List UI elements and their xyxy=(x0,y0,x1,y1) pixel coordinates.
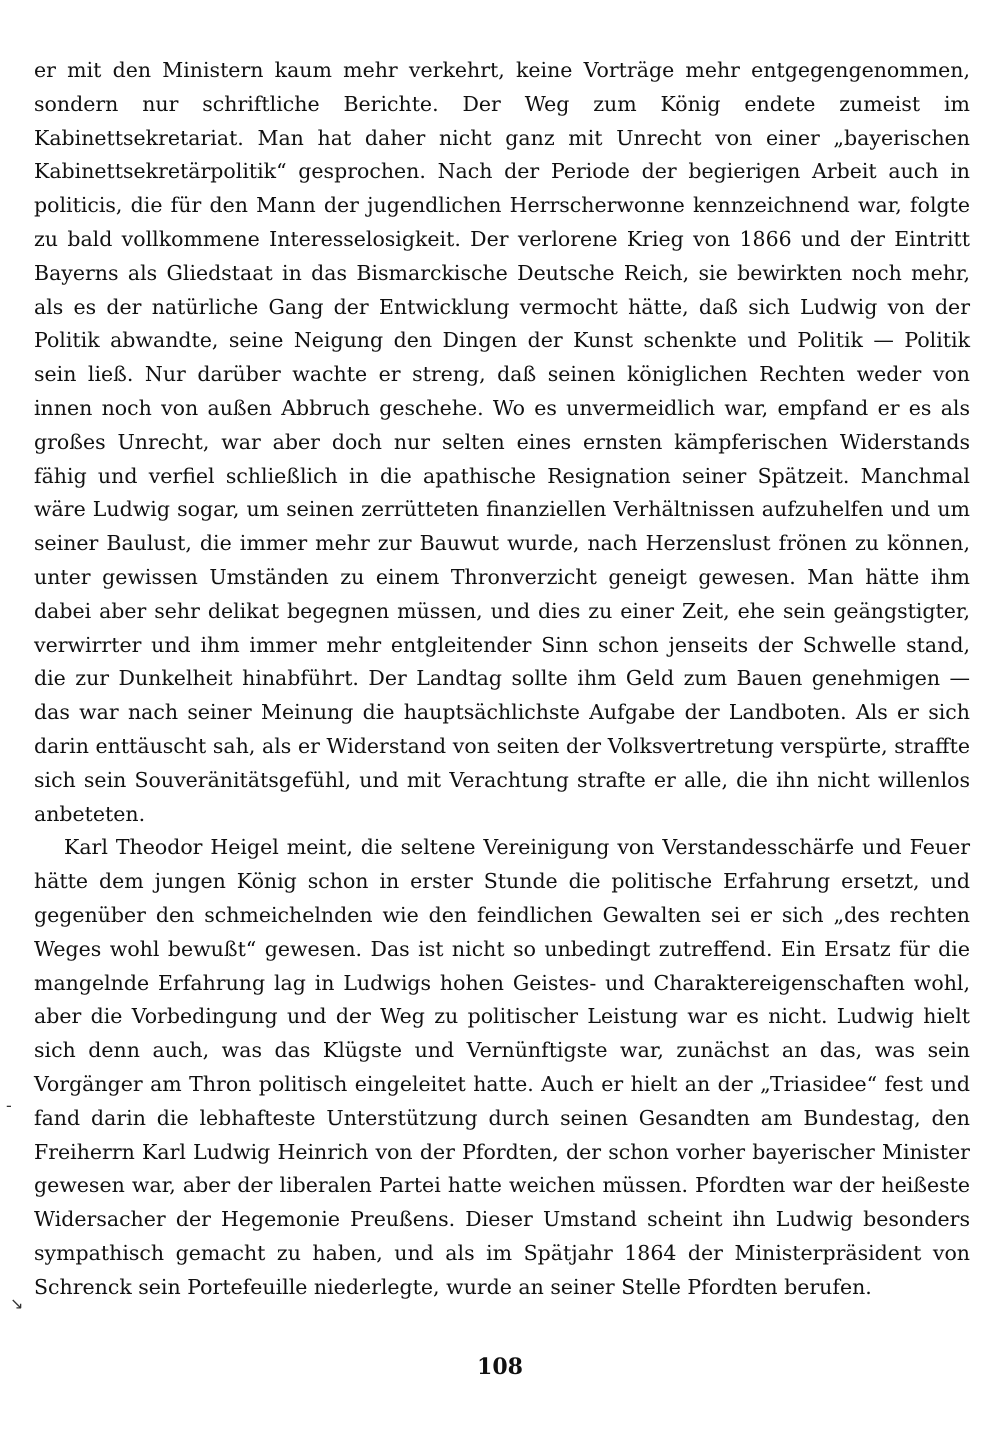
paragraph-1: er mit den Ministern kaum mehr verkehrt, keine Vorträge mehr entgegengenommen, sondern nur schriftliche Berichte. Der Weg zum König endete zumeist im Kabinettsekretariat. Man hat daher nicht ganz mit Unrecht von einer „bayerischen Kabinettsekretärpolitik“ gesprochen. Nach der Periode der begierigen Arbeit auch in politicis, die für den Mann der jugendlichen Herrscherwonne kennzeichnend war, folgte zu bald vollkommene Interesselosigkeit. Der verlorene Krieg von 1866 und der Eintritt Bayerns als Gliedstaat in das Bismarckische Deutsche Reich, sie bewirkten noch mehr, als es der natürliche Gang der Entwicklung vermocht hätte, daß sich Ludwig von der Politik abwandte, seine Neigung den Dingen der Kunst schenkte und Politik — Politik sein ließ. Nur darüber wachte er streng, daß seinen königlichen Rechten weder von innen noch von außen Abbruch geschehe. Wo es unvermeidlich war, empfand er es als großes Unrecht, war aber doch nur selten eines ernsten kämpferischen Widerstands fähig und verfiel schließlich in die apathische Resignation seiner Spätzeit. Manchmal wäre Ludwig sogar, um seinen zerrütteten finanziellen Verhältnissen aufzuhelfen und um seiner Baulust, die immer mehr zur Bauwut wurde, nach Herzenslust frönen zu können, unter gewissen Umständen zu einem Thronverzicht geneigt gewesen. Man hätte ihm dabei aber sehr delikat begegnen müssen, und dies zu einer Zeit, ehe sein geängstigter, verwirrter und ihm immer mehr entgleitender Sinn schon jenseits der Schwelle stand, die zur Dunkelheit hinabführt. Der Landtag sollte ihm Geld zum Bauen genehmigen — das war nach seiner Meinung die hauptsächlichste Aufgabe der Landboten. Als er sich darin enttäuscht sah, als er Widerstand von seiten der Volksvertretung verspürte, straffte sich sein Souveränitätsgefühl, und mit Verachtung strafte er alle, die ihn nicht willenlos anbeteten. xyxy=(34,58,970,826)
margin-tick-mark: ↘ xyxy=(10,1294,24,1313)
paragraph-2: Karl Theodor Heigel meint, die seltene Vereinigung von Verstandesschärfe und Feuer hätte dem jungen König schon in erster Stunde die politische Erfahrung ersetzt, und gegenüber den schmeichelnden wie den feindlichen Gewalten sei er sich „des rechten Weges wohl bewußt“ gewesen. Das ist nicht so unbedingt zutreffend. Ein Ersatz für die mangelnde Erfahrung lag in Ludwigs hohen Geistes- und Charaktereigenschaften wohl, aber die Vorbedingung und der Weg zu politischer Leistung war es nicht. Ludwig hielt sich denn auch, was das Klügste und Vernünftigste war, zunächst an das, was sein Vorgänger am Thron politisch eingeleitet hatte. Auch er hielt an der „Triasidee“ fest und fand darin die lebhafteste Unterstützung durch seinen Gesandten am Bundestag, den Freiherrn Karl Ludwig Heinrich von der Pfordten, der schon vorher bayerischer Minister gewesen war, aber der liberalen Partei hatte weichen müssen. Pfordten war der heißeste Widersacher der Hegemonie Preußens. Dieser Umstand scheint ihn Ludwig besonders sympathisch gemacht zu haben, und als im Spätjahr 1864 der Ministerpräsident von Schrenck sein Portefeuille niederlegte, wurde an seiner Stelle Pfordten berufen. xyxy=(34,835,970,1299)
page-body xyxy=(34,54,970,1394)
margin-dash-mark: - xyxy=(6,1096,12,1115)
page-number: 108 xyxy=(477,1354,523,1380)
